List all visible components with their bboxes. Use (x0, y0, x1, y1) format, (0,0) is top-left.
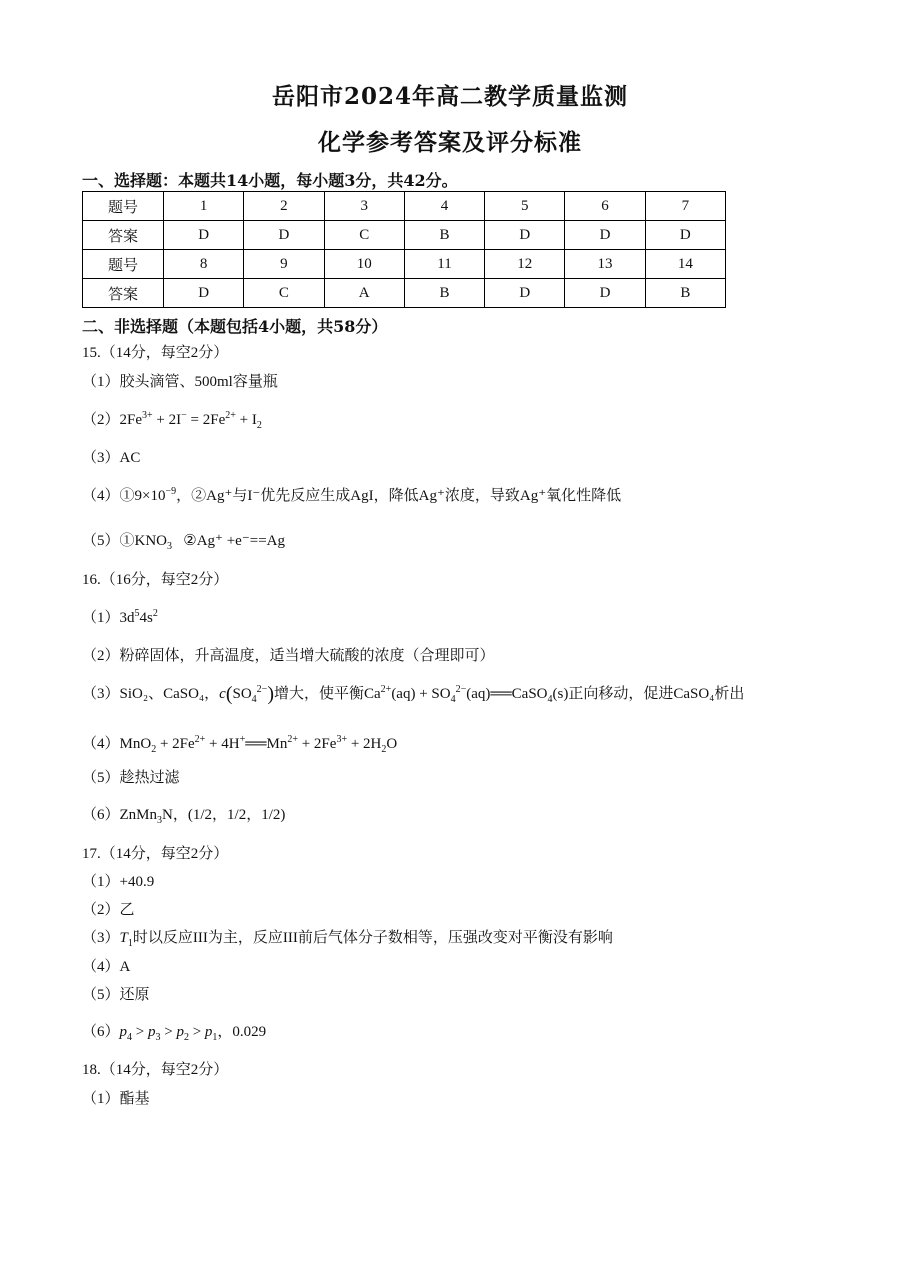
q17-heading: 17.（14分，每空2分） (82, 846, 229, 862)
table-row (83, 221, 726, 250)
table-cell: 7 (645, 192, 725, 221)
table-cell: D (645, 221, 725, 250)
section-nonchoice-heading: 二、非选择题（本题包括4小题，共58分） (82, 317, 388, 336)
page-title: 岳阳市2024年高二教学质量监测 (271, 83, 628, 110)
table-cell: 13 (565, 250, 645, 279)
q16-heading: 16.（16分，每空2分） (82, 572, 229, 588)
table-cell: D (485, 221, 565, 250)
table-cell: 14 (645, 250, 725, 279)
q18-heading: 18.（14分，每空2分） (82, 1062, 229, 1078)
q16-answer-2: （2）粉碎固体，升高温度，适当增大硫酸的浓度（合理即可） (82, 648, 495, 664)
q17-answer-3: $(3)T_1$时以反应III为主，反应III前后气体分子数相等，压强改变对平衡没有影响 (82, 930, 613, 949)
table-cell: 答案 (83, 221, 164, 250)
table-cell: 答案 (83, 279, 164, 308)
table-cell: 1 (164, 192, 244, 221)
table-cell: C (244, 279, 324, 308)
q16-answer-6: （6）ZnMn$_3$N，(1/2，1/2，1/2) (82, 807, 286, 826)
q15-answer-1: （1）胶头滴管、500ml容量瓶 (82, 374, 278, 390)
table-cell: B (404, 279, 484, 308)
table-row (83, 250, 726, 279)
table-row (83, 192, 726, 221)
table-cell: D (485, 279, 565, 308)
table-cell: 题号 (83, 192, 164, 221)
q15-answer-4: $(4)①9\times 10^{-9}$，②Ag⁺与I⁻优先反应生成AgI，降低Ag⁺浓度，导致Ag⁺氧化性降低 (82, 486, 622, 504)
q16-answer-5: （5）趁热过滤 (82, 770, 180, 786)
q15-answer-5: $(5)①KNO_3$ ②Ag⁺ +e⁻==Ag (82, 533, 285, 552)
table-row (83, 279, 726, 308)
q17-answer-5: （5）还原 (82, 987, 150, 1003)
table-cell: D (565, 221, 645, 250)
table-cell: D (164, 279, 244, 308)
q16-answer-4: $(4)MnO_2 + 2Fe^{2+}$ + $4H^+══Mn^{2+} + 2Fe^{3+} + 2H_2O$ (82, 734, 398, 755)
table-cell: 题号 (83, 250, 164, 279)
q17-answer-6: $(6)p_4 > p_3 > p_2 > p_1$，0.029 (82, 1024, 267, 1043)
table-cell: D (244, 221, 324, 250)
table-cell: 8 (164, 250, 244, 279)
answer-table (82, 191, 726, 308)
table-cell: 12 (485, 250, 565, 279)
table-cell: 11 (404, 250, 484, 279)
table-cell: C (324, 221, 404, 250)
table-cell: B (645, 279, 725, 308)
section-choice-heading: 一、选择题：本题共14小题，每小题3分，共42分。 (82, 171, 458, 190)
q15-answer-3: （3）AC (82, 450, 141, 466)
q15-answer-2: $(2)2Fe^{3+} + 2I^- = 2Fe^{2+} + I_2$ (82, 410, 262, 431)
table-cell: D (164, 221, 244, 250)
table-cell: A (324, 279, 404, 308)
table-cell: 2 (244, 192, 324, 221)
q17-answer-4: （4）A (82, 959, 131, 975)
table-cell: B (404, 221, 484, 250)
q17-answer-1: （1）+40.9 (82, 874, 155, 890)
q16-answer-3: （3）SiO₂、CaSO₄，$c(SO_4^{2-})$增大，使平衡$Ca^{2+}(aq)$ + $SO_4^{2-}(aq)══CaSO_4(s)$正向移动，促进CaSO₄析出 (82, 683, 745, 705)
table-cell: 10 (324, 250, 404, 279)
table-cell: 9 (244, 250, 324, 279)
table-cell: 3 (324, 192, 404, 221)
table-cell: 4 (404, 192, 484, 221)
table-cell: 5 (485, 192, 565, 221)
page-subtitle: 化学参考答案及评分标准 (318, 129, 582, 156)
q17-answer-2: （2）乙 (82, 902, 135, 918)
q18-answer-1: （1）酯基 (82, 1091, 150, 1107)
q16-answer-1: $(1)3d^54s^2$ (82, 608, 158, 626)
table-cell: D (565, 279, 645, 308)
q15-heading: 15.（14分，每空2分） (82, 345, 229, 361)
table-cell: 6 (565, 192, 645, 221)
